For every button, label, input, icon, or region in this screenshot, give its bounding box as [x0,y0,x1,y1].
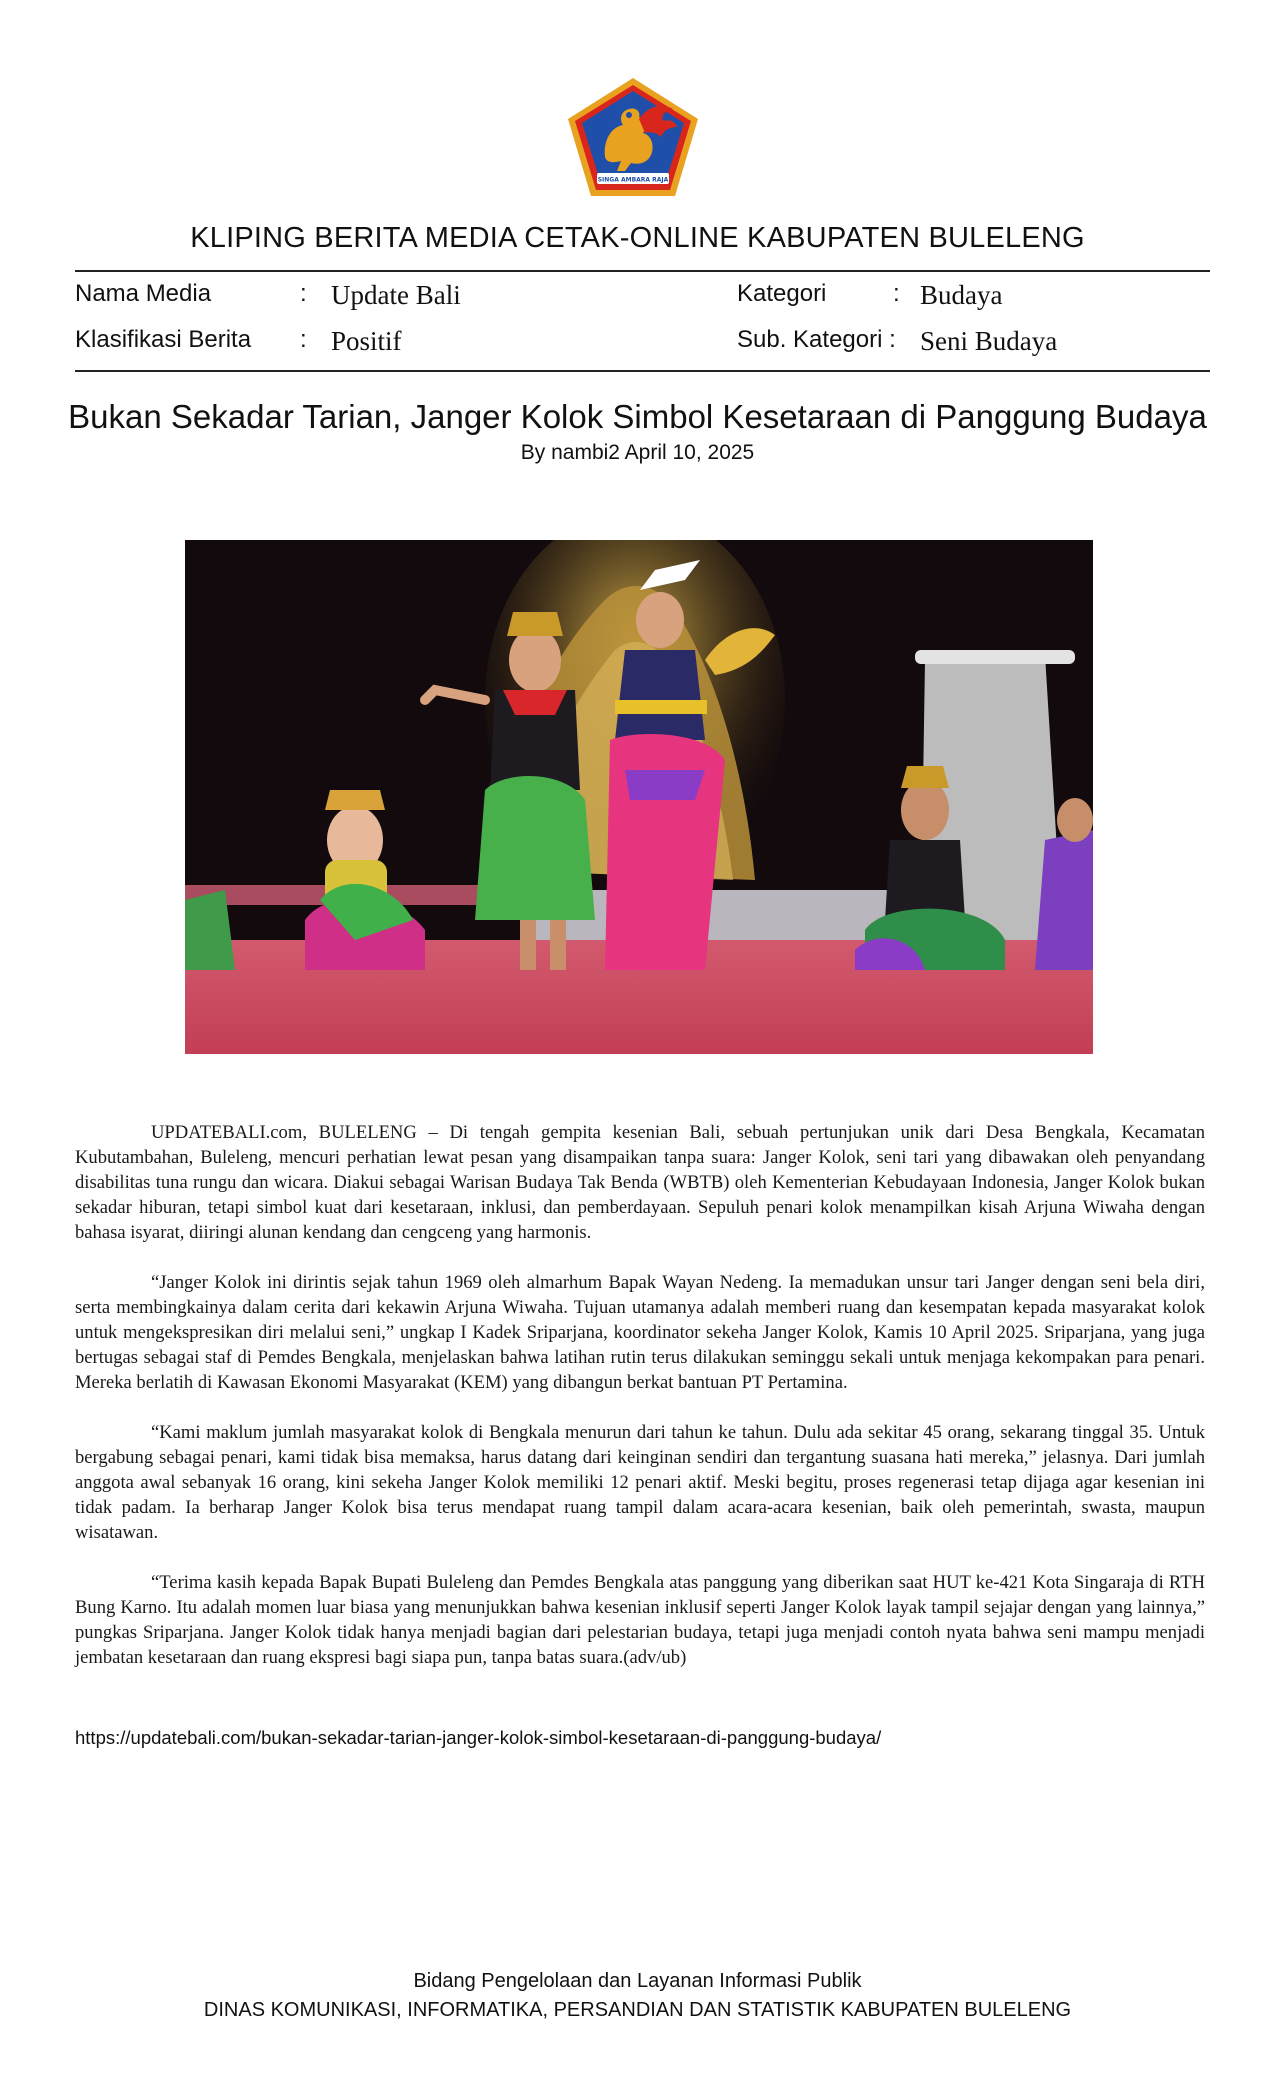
article-paragraph: “Kami maklum jumlah masyarakat kolok di Bengkala menurun dari tahun ke tahun. Dulu ada sekitar 45 orang, sekarang tinggal 35. Untuk bergabung sebagai penari, kami tidak bisa memaksa, harus datang dari keinginan sendiri dan tergantung suasana hati mereka,” jelasnya. Dari jumlah anggota awal sebanyak 16 orang, kini sekeha Janger Kolok memiliki 12 penari aktif. Meski begitu, proses regenerasi tetap dijaga agar kesenian ini tidak padam. Ia berharap Janger Kolok bisa terus mendapat ruang tampil dalam acara-acara kesenian, baik oleh pemerintah, swasta, maupun wisatawan. [75,1422,1205,1543]
header-top-divider [75,270,1210,272]
subcategory-value: Seni Budaya [920,326,1058,356]
article-photo [185,540,1093,1054]
buleleng-emblem-logo [565,75,701,199]
article-paragraph: UPDATEBALI.com, BULELENG – Di tengah gempita kesenian Bali, sebuah pertunjukan unik dari Desa Bengkala, Kecamatan Kubutambahan, Buleleng, mencuri perhatian lewat pesan yang disampaikan tanpa suara: Janger Kolok, seni tari yang dibawakan oleh penyandang disabilitas tuna rungu dan wicara. Diakui sebagai Warisan Budaya Tak Benda (WBTB) oleh Kementerian Kebudayaan Indonesia, Janger Kolok bukan sekadar hiburan, tetapi simbol kuat dari kesetaraan, inklusi, dan pemberdayaan. Sepuluh penari kolok menampilkan kisah Arjuna Wiwaha dengan bahasa isyarat, diiringi alunan kendang dan cengceng yang harmonis. [75,1122,1205,1243]
media-name-colon: : [300,280,307,307]
subcategory-label: Sub. Kategori : [737,326,896,353]
category-colon: : [893,280,900,307]
document-header-title: KLIPING BERITA MEDIA CETAK-ONLINE KABUPATEN BULELENG [190,222,1085,254]
classification-colon: : [300,326,307,353]
buleleng-emblem-icon [565,75,701,199]
header-bottom-divider [75,370,1210,372]
media-name-label: Nama Media [75,280,212,307]
article-body [75,1120,1205,1695]
article-paragraph: “Janger Kolok ini dirintis sejak tahun 1969 oleh almarhum Bapak Wayan Nedeng. Ia memadukan unsur tari Janger dengan seni bela diri, serta membingkainya dalam cerita dari kekawin Arjuna Wiwaha. Tujuan utamanya adalah memberi ruang dan kesempatan kepada masyarakat kolok untuk mengekspresikan diri melalui seni,” ungkap I Kadek Sriparjana, koordinator sekeha Janger Kolok, Kamis 10 April 2025. Sriparjana, yang juga bertugas sebagai staf di Pemdes Bengkala, menjelaskan bahwa latihan rutin terus dilakukan seminggu sekali untuk menjaga kekompakan para penari. Mereka berlatih di Kawasan Ekonomi Masyarakat (KEM) yang dibangun berkat bantuan PT Pertamina. [75,1272,1205,1393]
classification-value: Positif [331,326,402,356]
category-value: Budaya [920,280,1003,310]
media-name-value: Update Bali [331,280,461,310]
footer-department: Bidang Pengelolaan dan Layanan Informasi Publik [413,1970,862,1992]
logo-motto: SINGA AMBARA RAJA [597,176,669,184]
footer-agency: DINAS KOMUNIKASI, INFORMATIKA, PERSANDIAN DAN STATISTIK KABUPATEN BULELENG [203,1999,1072,2021]
category-label: Kategori [737,280,827,307]
classification-label: Klasifikasi Berita [75,326,252,353]
article-byline: By nambi2 April 10, 2025 [520,441,755,464]
article-title: Bukan Sekadar Tarian, Janger Kolok Simbol Kesetaraan di Panggung Budaya [68,398,1207,435]
source-link[interactable]: https://updatebali.com/bukan-sekadar-tarian-janger-kolok-simbol-kesetaraan-di-panggung-budaya/ [75,1727,882,1748]
article-paragraph: “Terima kasih kepada Bapak Bupati Buleleng dan Pemdes Bengkala atas panggung yang diberikan saat HUT ke-421 Kota Singaraja di RTH Bung Karno. Itu adalah momen luar biasa yang menunjukkan bahwa kesenian inklusif seperti Janger Kolok layak tampil sejajar dengan yang lainnya,” pungkas Sriparjana. Janger Kolok tidak hanya menjadi bagian dari pelestarian budaya, tetapi juga menjadi contoh nyata bahwa seni mampu menjadi jembatan kesetaraan dan ruang ekspresi bagi siapa pun, tanpa batas suara.(adv/ub) [75,1572,1205,1668]
